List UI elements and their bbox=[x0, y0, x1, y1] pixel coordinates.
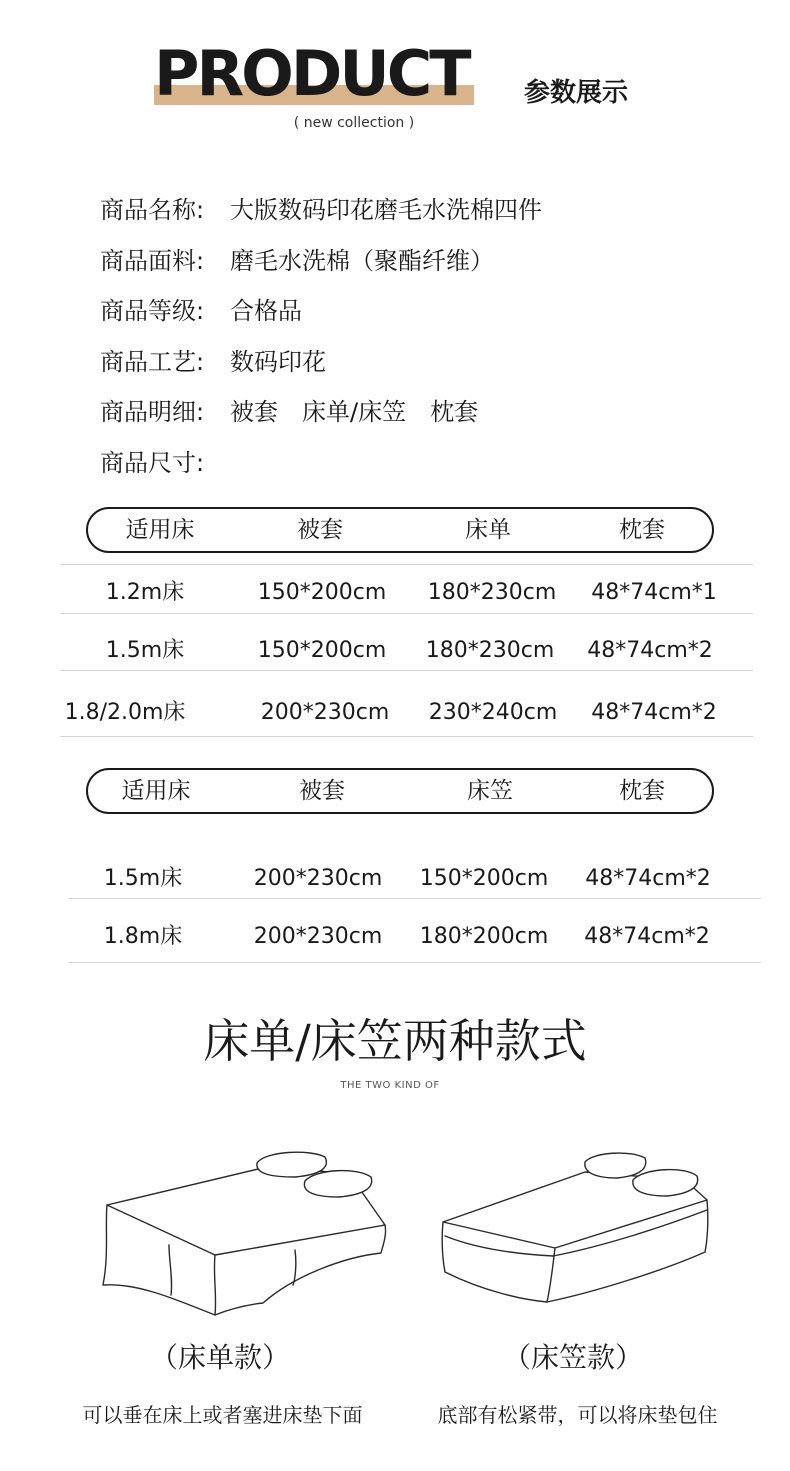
table1-header-pillowcase: 枕套 bbox=[619, 517, 665, 543]
table2-divider bbox=[68, 962, 761, 963]
table1-divider bbox=[60, 670, 753, 671]
table1-header-bed: 适用床 bbox=[125, 517, 195, 543]
spec-label: 商品名称: bbox=[100, 196, 205, 224]
table-cell: 48*74cm*2 bbox=[591, 700, 717, 725]
table-cell: 48*74cm*1 bbox=[591, 580, 717, 605]
table1-header-duvet: 被套 bbox=[297, 517, 343, 543]
table-cell: 1.8/2.0m床 bbox=[64, 700, 186, 725]
fitted-sheet-description: 底部有松紧带，可以将床垫包住 bbox=[437, 1403, 718, 1427]
spec-row-name bbox=[100, 195, 542, 225]
styles-subtitle: THE TWO KIND OF bbox=[340, 1080, 440, 1091]
table-cell: 1.5m床 bbox=[105, 638, 185, 663]
table-cell: 180*200cm bbox=[419, 924, 549, 949]
table2-header-fitted: 床笠 bbox=[467, 778, 513, 804]
table-cell: 200*230cm bbox=[253, 866, 383, 891]
table-cell: 150*200cm bbox=[257, 638, 387, 663]
table1-header-sheet: 床单 bbox=[465, 517, 511, 543]
table2-header-bed: 适用床 bbox=[121, 778, 191, 804]
flat-sheet-description: 可以垂在床上或者塞进床垫下面 bbox=[82, 1403, 363, 1427]
table2-header-duvet: 被套 bbox=[299, 778, 345, 804]
table-cell: 230*240cm bbox=[428, 700, 558, 725]
flat-sheet-caption: （床单款） bbox=[149, 1341, 290, 1374]
spec-value: 大版数码印花磨毛水洗棉四件 bbox=[230, 196, 542, 224]
table-cell: 180*230cm bbox=[425, 638, 555, 663]
table-cell: 1.5m床 bbox=[103, 866, 183, 891]
spec-label: 商品明细: bbox=[100, 398, 205, 426]
spec-label: 商品面料: bbox=[100, 247, 205, 275]
table1-divider bbox=[60, 564, 753, 565]
table-cell: 48*74cm*2 bbox=[584, 924, 710, 949]
table2-divider bbox=[68, 898, 761, 899]
spec-value: 合格品 bbox=[230, 297, 302, 325]
fitted-sheet-bed-icon bbox=[435, 1152, 720, 1312]
table2-header-pillowcase: 枕套 bbox=[619, 778, 665, 804]
spec-value: 磨毛水洗棉（聚酯纤维） bbox=[230, 247, 494, 275]
table-cell: 1.8m床 bbox=[103, 924, 183, 949]
spec-value: 被套 床单/床笠 枕套 bbox=[230, 398, 479, 426]
table-cell: 150*200cm bbox=[419, 866, 549, 891]
table-cell: 200*230cm bbox=[253, 924, 383, 949]
page-title: PRODUCT bbox=[154, 37, 469, 110]
spec-value: 数码印花 bbox=[230, 348, 326, 376]
spec-label: 商品等级: bbox=[100, 297, 205, 325]
table1-divider bbox=[60, 736, 753, 737]
table-cell: 48*74cm*2 bbox=[585, 866, 711, 891]
spec-row-fabric bbox=[100, 246, 494, 276]
page-subtitle: 参数展示 bbox=[524, 78, 629, 108]
table-cell: 1.2m床 bbox=[105, 580, 185, 605]
spec-row-craft bbox=[100, 347, 326, 377]
collection-tag: ( new collection ) bbox=[293, 115, 415, 131]
flat-sheet-bed-icon bbox=[95, 1145, 395, 1325]
spec-row-size bbox=[100, 448, 230, 478]
spec-label: 商品工艺: bbox=[100, 348, 205, 376]
spec-label: 商品尺寸: bbox=[100, 449, 205, 477]
table-cell: 150*200cm bbox=[257, 580, 387, 605]
styles-title: 床单/床笠两种款式 bbox=[203, 1014, 587, 1068]
spec-row-detail bbox=[100, 397, 478, 427]
table-cell: 48*74cm*2 bbox=[587, 638, 713, 663]
spec-row-grade bbox=[100, 296, 302, 326]
table-cell: 200*230cm bbox=[260, 700, 390, 725]
table1-divider bbox=[60, 613, 753, 614]
fitted-sheet-caption: （床笠款） bbox=[502, 1341, 643, 1374]
table-cell: 180*230cm bbox=[427, 580, 557, 605]
